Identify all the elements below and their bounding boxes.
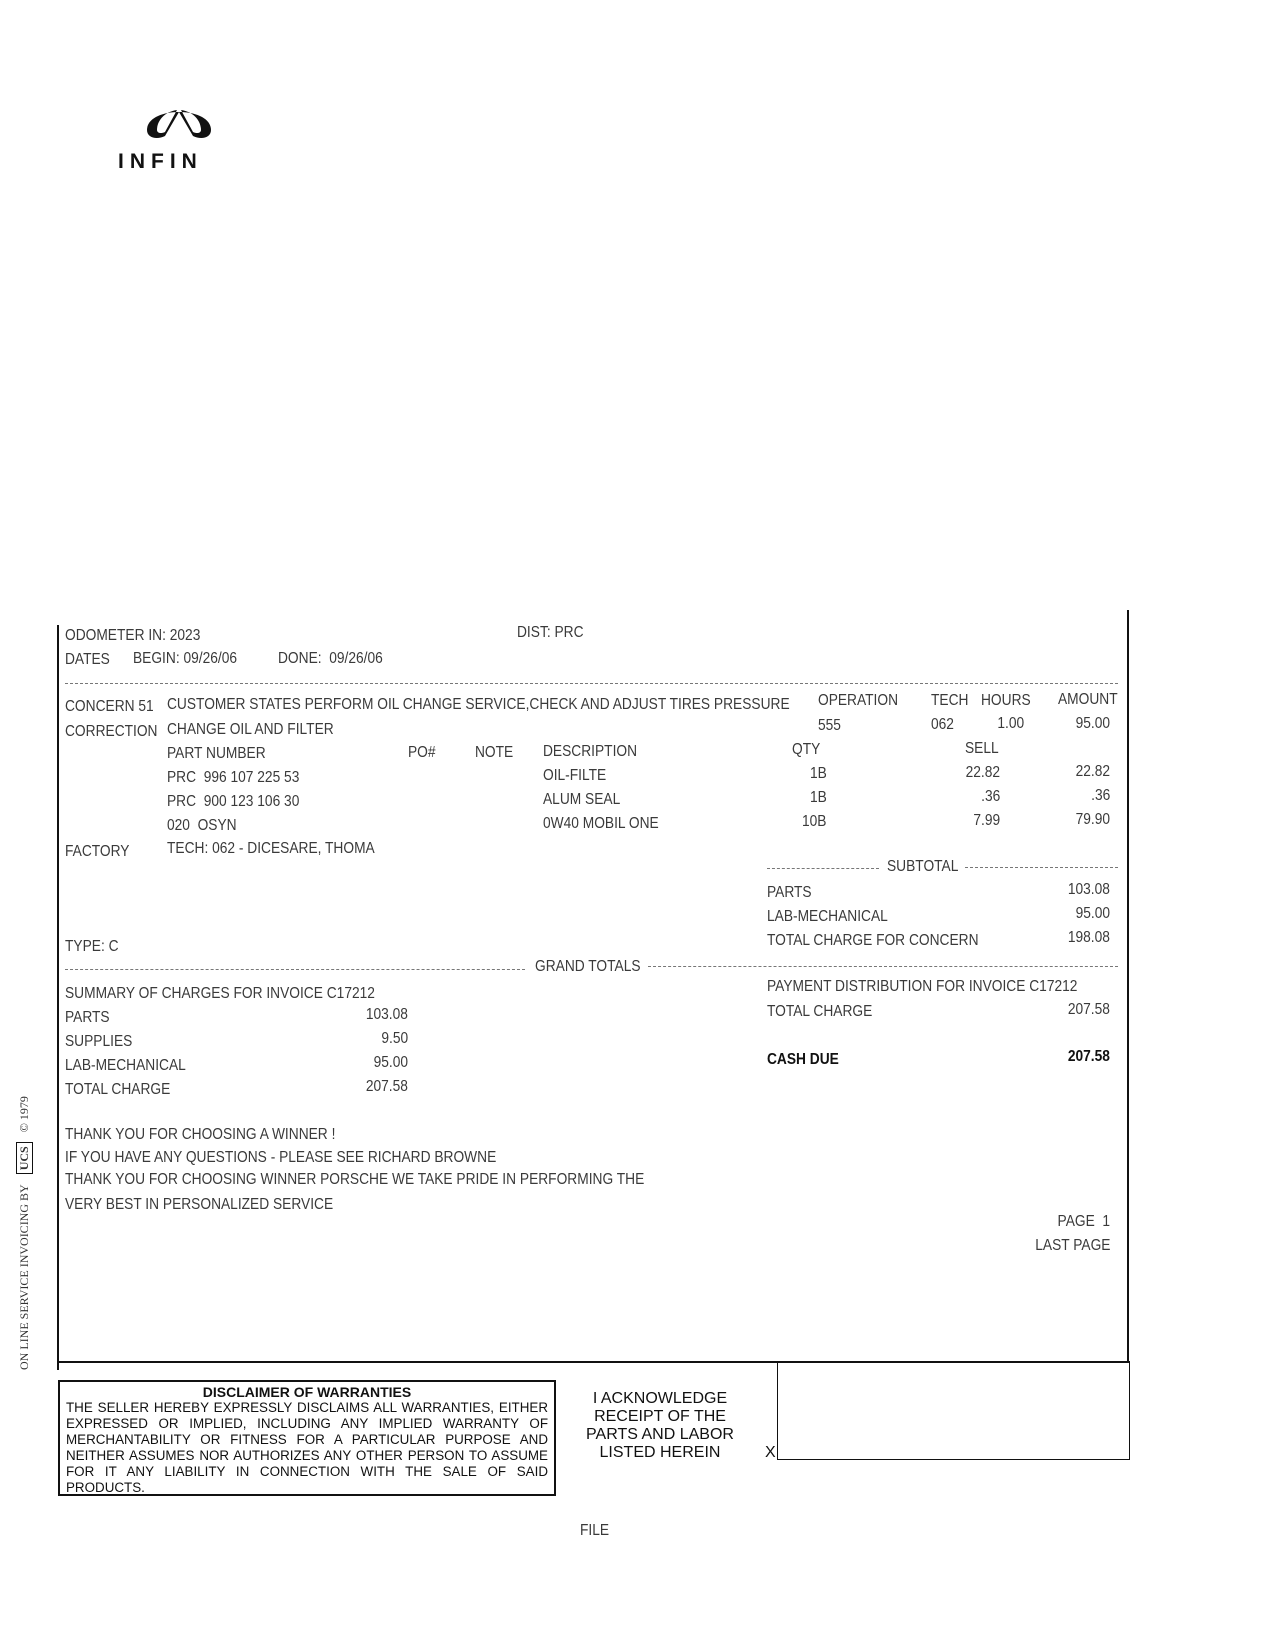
last-page: LAST PAGE bbox=[1034, 1237, 1110, 1254]
signature-field[interactable] bbox=[777, 1362, 1130, 1460]
summary-value: 9.50 bbox=[381, 1030, 408, 1047]
summary-label: TOTAL CHARGE bbox=[65, 1081, 171, 1098]
right-border bbox=[1127, 610, 1129, 1362]
operation: 555 bbox=[818, 717, 841, 734]
page-number: PAGE 1 bbox=[1057, 1213, 1110, 1230]
part-qty: 1B bbox=[810, 765, 827, 782]
dist: DIST: PRC bbox=[517, 624, 584, 641]
type: TYPE: C bbox=[65, 938, 119, 955]
part-description: ALUM SEAL bbox=[543, 791, 621, 808]
col-operation: OPERATION bbox=[818, 692, 899, 709]
part-sell: 22.82 bbox=[965, 764, 1000, 781]
col-hours: HOURS bbox=[981, 692, 1031, 709]
infiniti-logo-icon bbox=[143, 100, 215, 140]
header-po: PO# bbox=[408, 744, 436, 761]
message: IF YOU HAVE ANY QUESTIONS - PLEASE SEE RICHARD BROWNE bbox=[65, 1149, 497, 1166]
subtotal-value: 198.08 bbox=[1067, 929, 1110, 946]
vendor-copyright: © 1979 bbox=[17, 1096, 31, 1133]
cash-due-label: CASH DUE bbox=[767, 1051, 839, 1068]
header-note: NOTE bbox=[475, 744, 514, 761]
subtotal-value: 103.08 bbox=[1067, 881, 1110, 898]
disclaimer-box bbox=[58, 1380, 556, 1496]
footer-file: FILE bbox=[580, 1522, 610, 1539]
col-amount: AMOUNT bbox=[1058, 691, 1118, 708]
col-tech: TECH bbox=[931, 692, 969, 709]
disclaimer-title: DISCLAIMER OF WARRANTIES bbox=[202, 1384, 412, 1400]
summary-label: LAB-MECHANICAL bbox=[65, 1057, 186, 1074]
concern-text: CUSTOMER STATES PERFORM OIL CHANGE SERVICE,CHECK AND ADJUST TIRES PRESSURE bbox=[167, 696, 790, 713]
subtotal-title: SUBTOTAL bbox=[887, 858, 959, 875]
signature-x: X bbox=[765, 1444, 776, 1461]
logo-text: INFIN bbox=[118, 150, 203, 173]
divider bbox=[65, 683, 1118, 684]
grand-divider-left bbox=[65, 969, 525, 970]
summary-label: SUPPLIES bbox=[65, 1033, 133, 1050]
grand-totals-title: GRAND TOTALS bbox=[535, 958, 641, 975]
subtotal-label: TOTAL CHARGE FOR CONCERN bbox=[767, 932, 979, 949]
payment-title: PAYMENT DISTRIBUTION FOR INVOICE C17212 bbox=[767, 978, 1078, 995]
left-border bbox=[57, 625, 59, 1370]
vendor-brand: UCS bbox=[16, 1142, 33, 1174]
part-description: 0W40 MOBIL ONE bbox=[543, 815, 659, 832]
subtotal-value: 95.00 bbox=[1075, 905, 1110, 922]
part-description: OIL-FILTE bbox=[543, 767, 607, 784]
part-sell: 7.99 bbox=[973, 812, 1000, 829]
payment-total: 207.58 bbox=[1067, 1001, 1110, 1018]
factory-tech: TECH: 062 - DICESARE, THOMA bbox=[167, 840, 375, 857]
subtotal-divider-right bbox=[965, 867, 1118, 868]
summary-value: 207.58 bbox=[365, 1078, 408, 1095]
dates-label: DATES bbox=[65, 651, 110, 668]
part-amount: .36 bbox=[1090, 787, 1110, 804]
tech: 062 bbox=[931, 716, 954, 733]
header-sell: SELL bbox=[965, 740, 999, 757]
summary-value: 95.00 bbox=[373, 1054, 408, 1071]
summary-value: 103.08 bbox=[365, 1006, 408, 1023]
part-amount: 22.82 bbox=[1075, 763, 1110, 780]
part-amount: 79.90 bbox=[1075, 811, 1110, 828]
vendor-text: ON LINE SERVICE INVOICING BY bbox=[17, 1184, 31, 1370]
message: THANK YOU FOR CHOOSING A WINNER ! bbox=[65, 1126, 336, 1143]
hours: 1.00 bbox=[997, 715, 1024, 732]
payment-total-label: TOTAL CHARGE bbox=[767, 1003, 873, 1020]
part-number: PRC 900 123 106 30 bbox=[167, 793, 300, 810]
date-begin: BEGIN: 09/26/06 bbox=[133, 650, 238, 667]
odometer: ODOMETER IN: 2023 bbox=[65, 627, 201, 644]
header-part-number: PART NUMBER bbox=[167, 745, 266, 762]
part-qty: 10B bbox=[802, 813, 827, 830]
part-qty: 1B bbox=[810, 789, 827, 806]
summary-title: SUMMARY OF CHARGES FOR INVOICE C17212 bbox=[65, 985, 375, 1002]
header-description: DESCRIPTION bbox=[543, 743, 638, 760]
factory-label: FACTORY bbox=[65, 843, 130, 860]
grand-divider-right bbox=[648, 966, 1118, 967]
part-sell: .36 bbox=[980, 788, 1000, 805]
amount: 95.00 bbox=[1075, 715, 1110, 732]
subtotal-label: LAB-MECHANICAL bbox=[767, 908, 888, 925]
vendor-imprint bbox=[16, 1096, 33, 1370]
summary-label: PARTS bbox=[65, 1009, 110, 1026]
date-done: DONE: 09/26/06 bbox=[278, 650, 383, 667]
part-number: PRC 996 107 225 53 bbox=[167, 769, 300, 786]
correction-text: CHANGE OIL AND FILTER bbox=[167, 721, 334, 738]
message: THANK YOU FOR CHOOSING WINNER PORSCHE WE TAKE PRIDE IN PERFORMING THE bbox=[65, 1171, 645, 1188]
acknowledge-text: I ACKNOWLEDGE RECEIPT OF THE PARTS AND LABOR LISTED HEREIN bbox=[586, 1390, 734, 1461]
subtotal-label: PARTS bbox=[767, 884, 812, 901]
message: VERY BEST IN PERSONALIZED SERVICE bbox=[65, 1196, 334, 1213]
cash-due: 207.58 bbox=[1067, 1048, 1110, 1065]
part-number: 020 OSYN bbox=[167, 817, 237, 834]
concern-label: CONCERN 51 bbox=[65, 698, 154, 715]
subtotal-divider-left bbox=[767, 868, 879, 869]
header-qty: QTY bbox=[792, 741, 821, 758]
disclaimer-text: THE SELLER HEREBY EXPRESSLY DISCLAIMS ALL WARRANTIES, EITHER EXPRESSED OR IMPLIED, INCLUDING ANY IMPLIED WARRANTY OF MERCHANTABILITY OR FITNESS FOR A PARTICULAR PURPOSE AND NEITHER ASSUMES NOR AUTHORIZES ANY OTHER PERSON TO ASSUME FOR IT ANY LIABILITY IN CONNECTION WITH THE SALE OF SAID PRODUCTS. bbox=[66, 1400, 548, 1495]
correction-label: CORRECTION bbox=[65, 723, 158, 740]
